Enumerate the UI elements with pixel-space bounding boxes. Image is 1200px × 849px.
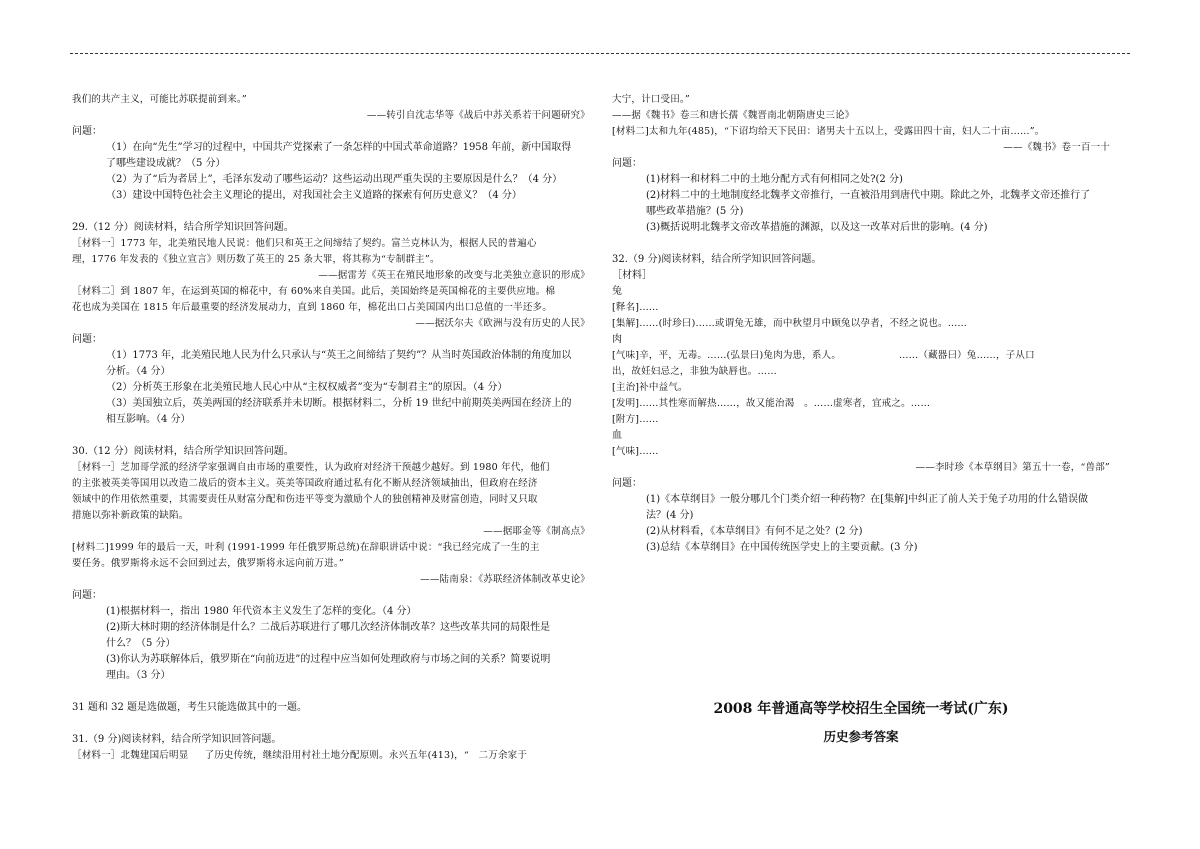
citation: ——据《魏书》卷三和唐长孺《魏晋南北朝隋唐史三论》 bbox=[612, 110, 855, 121]
question-line: （3）美国独立后，英美两国的经济联系并未切断。根据材料二，分析 19 世纪中前期英美两国在经济上的 bbox=[106, 398, 572, 409]
material-line: 要任务。俄罗斯将永远不会回到过去，俄罗斯将永远向前万进。” bbox=[72, 558, 344, 569]
right-column bbox=[612, 92, 1110, 556]
citation: ——据雷芳《英王在殖民地形象的改变与北美独立意识的形成》 bbox=[318, 270, 590, 281]
text-line: 我们的共产主义，可能比苏联提前到来。” bbox=[72, 94, 247, 105]
question-line: (1)根据材料一，指出 1980 年代资本主义发生了怎样的变化。（4 分） bbox=[106, 606, 417, 617]
question-line: 哪些政革措施？(5 分) bbox=[646, 206, 744, 217]
material-line: [材料二]太和九年(485)，“下诏均给天下民田：诸男夫十五以上，受露田四十亩，妇人二十亩……”。 bbox=[612, 126, 1045, 137]
question-line: (2)从材料看，《本草纲目》有何不足之处？(2 分) bbox=[646, 526, 863, 537]
citation: ——李时珍《本草纲目》第五十一卷，“兽部” bbox=[915, 462, 1110, 473]
question-line: （3）建设中国特色社会主义理论的提出，对我国社会主义道路的探索有何历史意义？（4 分） bbox=[106, 190, 522, 201]
question-line: （1）在向“先生”学习的过程中，中国共产党探索了一条怎样的中国式革命道路？1958 年前，新中国取得 bbox=[106, 142, 572, 153]
entry-line: [发明]……其性寒而解热……，故又能治渴 。……虚寒者，宜戒之。…… bbox=[612, 398, 931, 409]
question-heading: 29.（12 分）阅读材料，结合所学知识回答问题。 bbox=[72, 222, 294, 233]
left-column bbox=[72, 92, 590, 764]
entry-line: 出，故妊妇忌之，非独为缺唇也。…… bbox=[612, 366, 777, 377]
entry-heading: 兔 bbox=[612, 286, 622, 297]
material-label: ［材料］ bbox=[612, 270, 652, 281]
citation: ——据耶金等《制高点》 bbox=[483, 526, 590, 537]
question-line: （2）为了“后为者居上”，毛泽东发动了哪些运动？这些运动出现严重失误的主要原因是什么？（4 分） bbox=[106, 174, 563, 185]
material-line: ［材料一］芝加哥学派的经济学家强调自由市场的重要性，认为政府对经济干预越少越好。到 1980 年代，他们 bbox=[72, 462, 550, 473]
text-line: 问题： bbox=[72, 126, 102, 137]
material-line: ［材料一］北魏建国后明显 了历史传统，继续沿用村社土地分配原则。永兴五年(413)，“ 二万余家于 bbox=[72, 750, 528, 761]
question-line: 法？(4 分) bbox=[646, 510, 694, 521]
text-line: 问题： bbox=[72, 334, 102, 345]
entry-line: [气味]…… bbox=[612, 446, 659, 457]
entry-line: [附方]…… bbox=[612, 414, 659, 425]
material-line: [材料二]1999 年的最后一天，叶利 (1991-1999 年任俄罗斯总统)在辞职讲话中说：“我已经完成了一生的主 bbox=[72, 542, 540, 553]
question-line: (3)总结《本草纲目》在中国传统医学史上的主要贡献。(3 分) bbox=[646, 542, 918, 553]
answer-title: 2008 年普通高等学校招生全国统一考试(广东) bbox=[713, 701, 1009, 717]
text-line: 问题： bbox=[612, 478, 642, 489]
entry-line: [气味]辛，平，无毒。……(弘景曰)兔肉为患，系人。 ……（藏器曰）兔……，子从口 bbox=[612, 350, 1035, 361]
material-line: 大宁，计口受田。” bbox=[612, 94, 690, 105]
question-line: 什么？（5 分） bbox=[106, 638, 176, 649]
question-line: (3)概括说明北魏孝文帝改革措施的渊源，以及这一改革对后世的影响。(4 分) bbox=[646, 222, 988, 233]
material-line: ［材料一］1773 年，北美殖民地人民说：他们只和英王之间缔结了契约。富兰克林认为，根据人民的普遍心 bbox=[72, 238, 537, 249]
entry-line: [释名]…… bbox=[612, 302, 659, 313]
question-heading: 31.（9 分)阅读材料，结合所学知识回答问题。 bbox=[72, 734, 282, 745]
question-heading: 30.（12 分）阅读材料，结合所学知识回答问题。 bbox=[72, 446, 294, 457]
text-line: 问题： bbox=[72, 590, 102, 601]
material-line: 花也成为美国在 1815 年后最重要的经济发展动力，直到 1860 年，棉花出口占美国国内出口总值的一半还多。 bbox=[72, 302, 552, 313]
citation: ——转引自沈志华等《战后中苏关系若干问题研究》 bbox=[366, 110, 590, 121]
question-line: (1)材料一和材料二中的土地分配方式有何相同之处?(2 分) bbox=[646, 174, 903, 185]
question-line: (2)斯大林时期的经济体制是什么？二战后苏联进行了哪几次经济体制改革？这些改革共同的局限性是 bbox=[106, 622, 551, 633]
entry-heading: 肉 bbox=[612, 334, 622, 345]
question-line: (3)你认为苏联解体后，俄罗斯在“向前迈进”的过程中应当如何处理政府与市场之间的关系？简要说明 bbox=[106, 654, 551, 665]
question-line: (2)材料二中的土地制度经北魏孝文帝推行，一直被沿用到唐代中期。除此之外，北魏孝文帝还推行了 bbox=[646, 190, 1091, 201]
question-line: (1)《本草纲目》一般分哪几个门类介绍一种药物？在[集解]中纠正了前人关于兔子功用的什么错误做 bbox=[646, 494, 1088, 505]
citation: ——据沃尔夫《欧洲与没有历史的人民》 bbox=[415, 318, 590, 329]
question-line: 相互影响。（4 分） bbox=[106, 414, 191, 425]
entry-heading: 血 bbox=[612, 430, 622, 441]
material-line: 领域中的作用依然重要，其需要责任从财富分配和伤违平等变为激励个人的独创精神及财富创造，同时又只取 bbox=[72, 494, 538, 505]
material-line: ［材料二］到 1807 年，在运到英国的棉花中，有 60%来自美国。此后，美国始终是英国棉花的主要供应地。棉 bbox=[72, 286, 556, 297]
material-line: 措施以弥补新政策的缺陷。 bbox=[72, 510, 189, 521]
elective-note: 31 题和 32 题是选做题，考生只能选做其中的一题。 bbox=[72, 702, 307, 713]
material-line: 的主张被英美等国用以改造二战后的资本主义。英美等国政府通过私有化不断从经济领域抽出，但政府在经济 bbox=[72, 478, 538, 489]
citation: ——《魏书》卷一百一十 bbox=[1003, 142, 1110, 153]
entry-line: [主治]补中益气。 bbox=[612, 382, 688, 393]
citation: ——陆南泉：《苏联经济体制改革史论》 bbox=[420, 574, 590, 585]
question-heading: 32.（9 分)阅读材料，结合所学知识回答问题。 bbox=[612, 254, 822, 265]
text-line: 问题： bbox=[612, 158, 642, 169]
entry-line: [集解]……(时珍曰)……或谓兔无雄，而中秋望月中顾兔以孕者，不经之说也。…… bbox=[612, 318, 968, 329]
question-line: （1）1773 年，北美殖民地人民为什么只承认与“英王之间缔结了契约”？从当时英国政治体制的角度加以 bbox=[106, 350, 572, 361]
header-rule bbox=[70, 53, 1130, 54]
answer-subtitle: 历史参考答案 bbox=[823, 729, 899, 744]
question-line: 理由。（3 分） bbox=[106, 670, 171, 681]
question-line: 分析。（4 分） bbox=[106, 366, 171, 377]
question-line: 了哪些建设成就？（5 分） bbox=[106, 158, 226, 169]
question-line: （2）分析英王形象在北美殖民地人民心中从“主权权威者”变为“专制君主”的原因。（4 分） bbox=[106, 382, 508, 393]
material-line: 理，1776 年发表的《独立宣言》则历数了英王的 25 条大罪，将其称为“专制群主”。 bbox=[72, 254, 440, 265]
